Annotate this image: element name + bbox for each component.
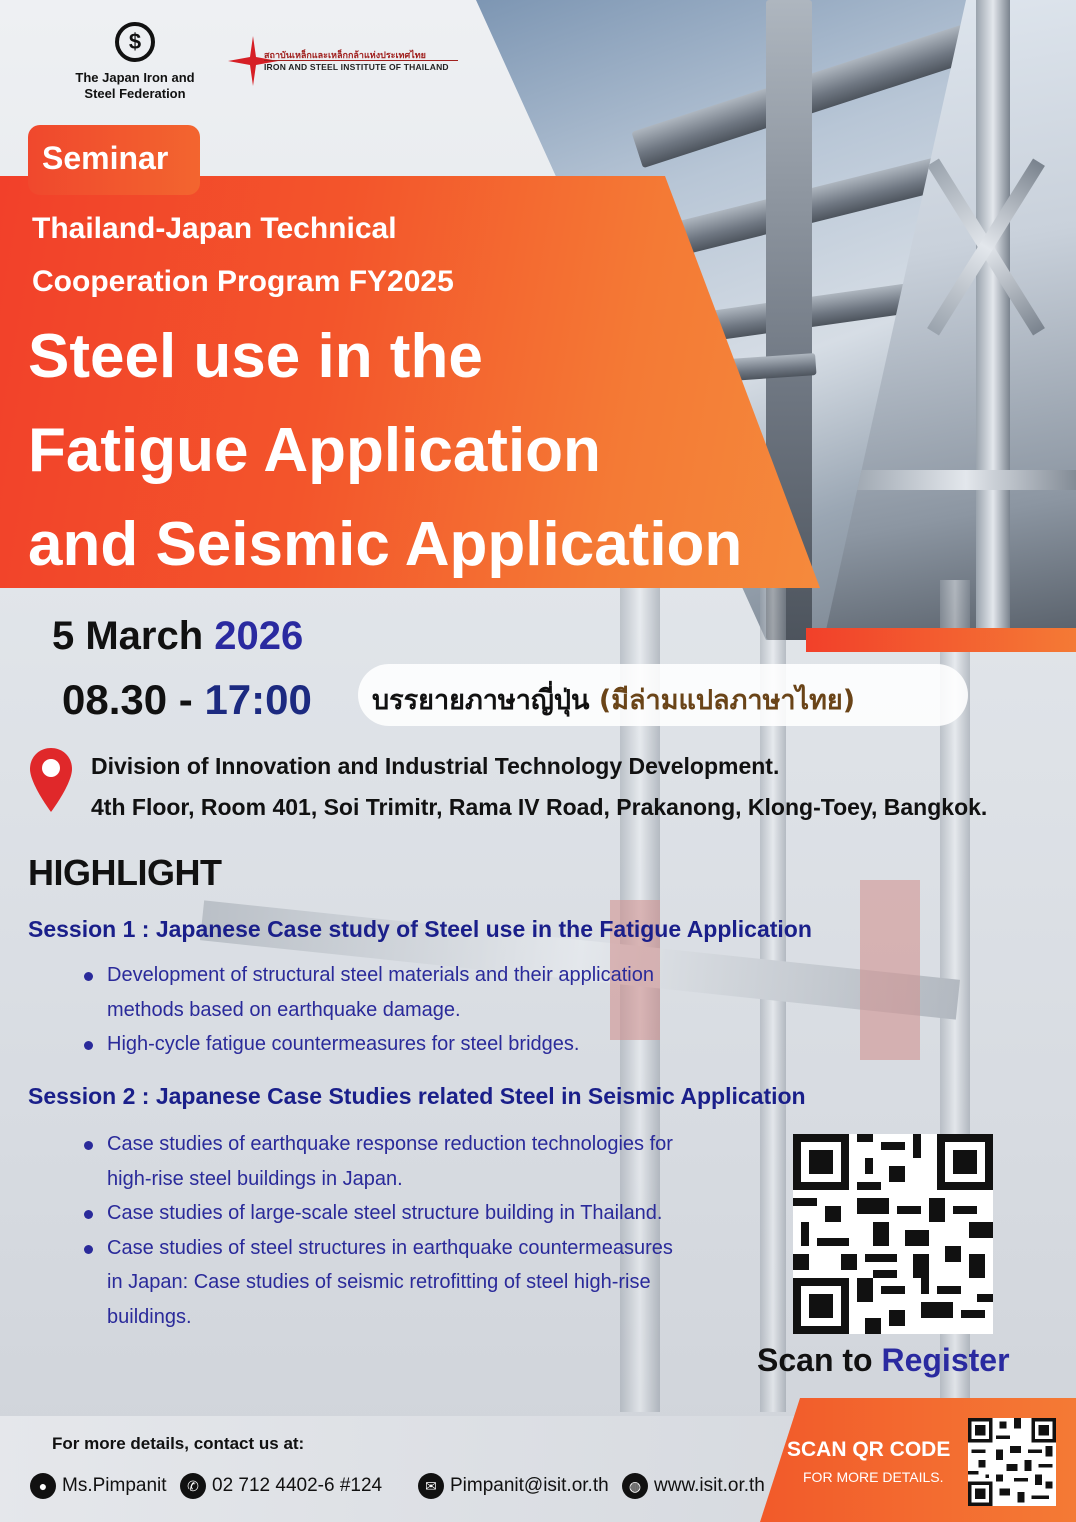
contact-name: Ms.Pimpanit [62,1475,167,1496]
session-2-list [80,1127,680,1334]
register-caption [757,1342,1010,1379]
highlight-heading: HIGHLIGHT [28,852,222,893]
contact-website[interactable] [622,1472,765,1500]
session-1-title: Session 1 : Japanese Case study of Steel use in the Fatigue Application [28,916,812,942]
register-caption-a: Scan to [757,1342,882,1378]
event-time [62,676,312,724]
list-item: High-cycle fatigue countermeasures for steel bridges. [80,1027,680,1062]
register-caption-b: Register [881,1342,1010,1378]
venue-line-1: Division of Innovation and Industrial Technology Development. [91,753,780,779]
email-address[interactable]: Pimpanit@isit.or.th [450,1475,609,1496]
person-icon: ● [30,1473,56,1499]
venue-address [91,746,1071,828]
scan-qr-subtitle: FOR MORE DETAILS. [803,1469,944,1485]
website-url[interactable]: www.isit.or.th [654,1475,765,1496]
seminar-tag: Seminar [28,125,200,195]
date-year: 2026 [214,614,304,658]
jisf-logo-icon: $ [115,22,155,62]
program-name [32,202,652,308]
contact-person [30,1472,167,1500]
isit-divider [264,60,458,61]
language-note: (มีล่ามแปลภาษาไทย) [598,685,856,716]
seminar-title [28,310,818,592]
scan-qr-title: SCAN QR CODE [787,1438,951,1461]
contact-phone[interactable] [180,1472,382,1500]
list-item: Case studies of steel structures in earthquake countermeasures in Japan: Case studies of seismic retrofitting of steel high-rise buildings. [80,1231,680,1335]
date-day-month: 5 March [52,614,204,658]
isit-logo [228,36,468,86]
list-item: Case studies of large-scale steel structure building in Thailand. [80,1196,680,1231]
time-end: 17:00 [204,676,312,723]
time-start: 08.30 - [62,676,205,723]
isit-english-name: IRON AND STEEL INSTITUTE OF THAILAND [264,62,449,72]
register-qr-code[interactable] [793,1134,993,1334]
jisf-name: The Japan Iron and Steel Federation [75,70,195,101]
list-item: Case studies of earthquake response reduction technologies for high-rise steel buildings in Japan. [80,1127,680,1196]
language-main: บรรยายภาษาญี่ปุ่น [372,685,599,716]
language-badge [358,664,968,726]
session-2-title: Session 2 : Japanese Case Studies related Steel in Seismic Application [28,1083,806,1109]
details-qr-code[interactable] [968,1418,1056,1506]
program-line-1: Thailand-Japan Technical [32,212,397,245]
title-line-3: and Seismic Application [28,510,743,579]
contact-email[interactable] [418,1472,609,1500]
location-pin-icon [28,746,74,814]
list-item: Development of structural steel materials and their application methods based on earthquake damage. [80,958,680,1027]
accent-strip [806,628,1076,652]
phone-number[interactable]: 02 712 4402-6 #124 [212,1475,383,1496]
isit-thai-name: สถาบันเหล็กและเหล็กกล้าแห่งประเทศไทย [264,50,426,60]
title-line-2: Fatigue Application [28,416,601,485]
mail-icon: ✉ [418,1473,444,1499]
title-line-1: Steel use in the [28,322,483,391]
session-1-list [80,958,680,1062]
globe-icon: ◍ [622,1473,648,1499]
contact-title: For more details, contact us at: [52,1434,305,1453]
event-date [52,614,303,659]
program-line-2: Cooperation Program FY2025 [32,265,454,298]
jisf-logo [60,22,210,102]
venue-line-2: 4th Floor, Room 401, Soi Trimitr, Rama IV Road, Prakanong, Klong-Toey, Bangkok. [91,794,988,820]
phone-icon: ✆ [180,1473,206,1499]
